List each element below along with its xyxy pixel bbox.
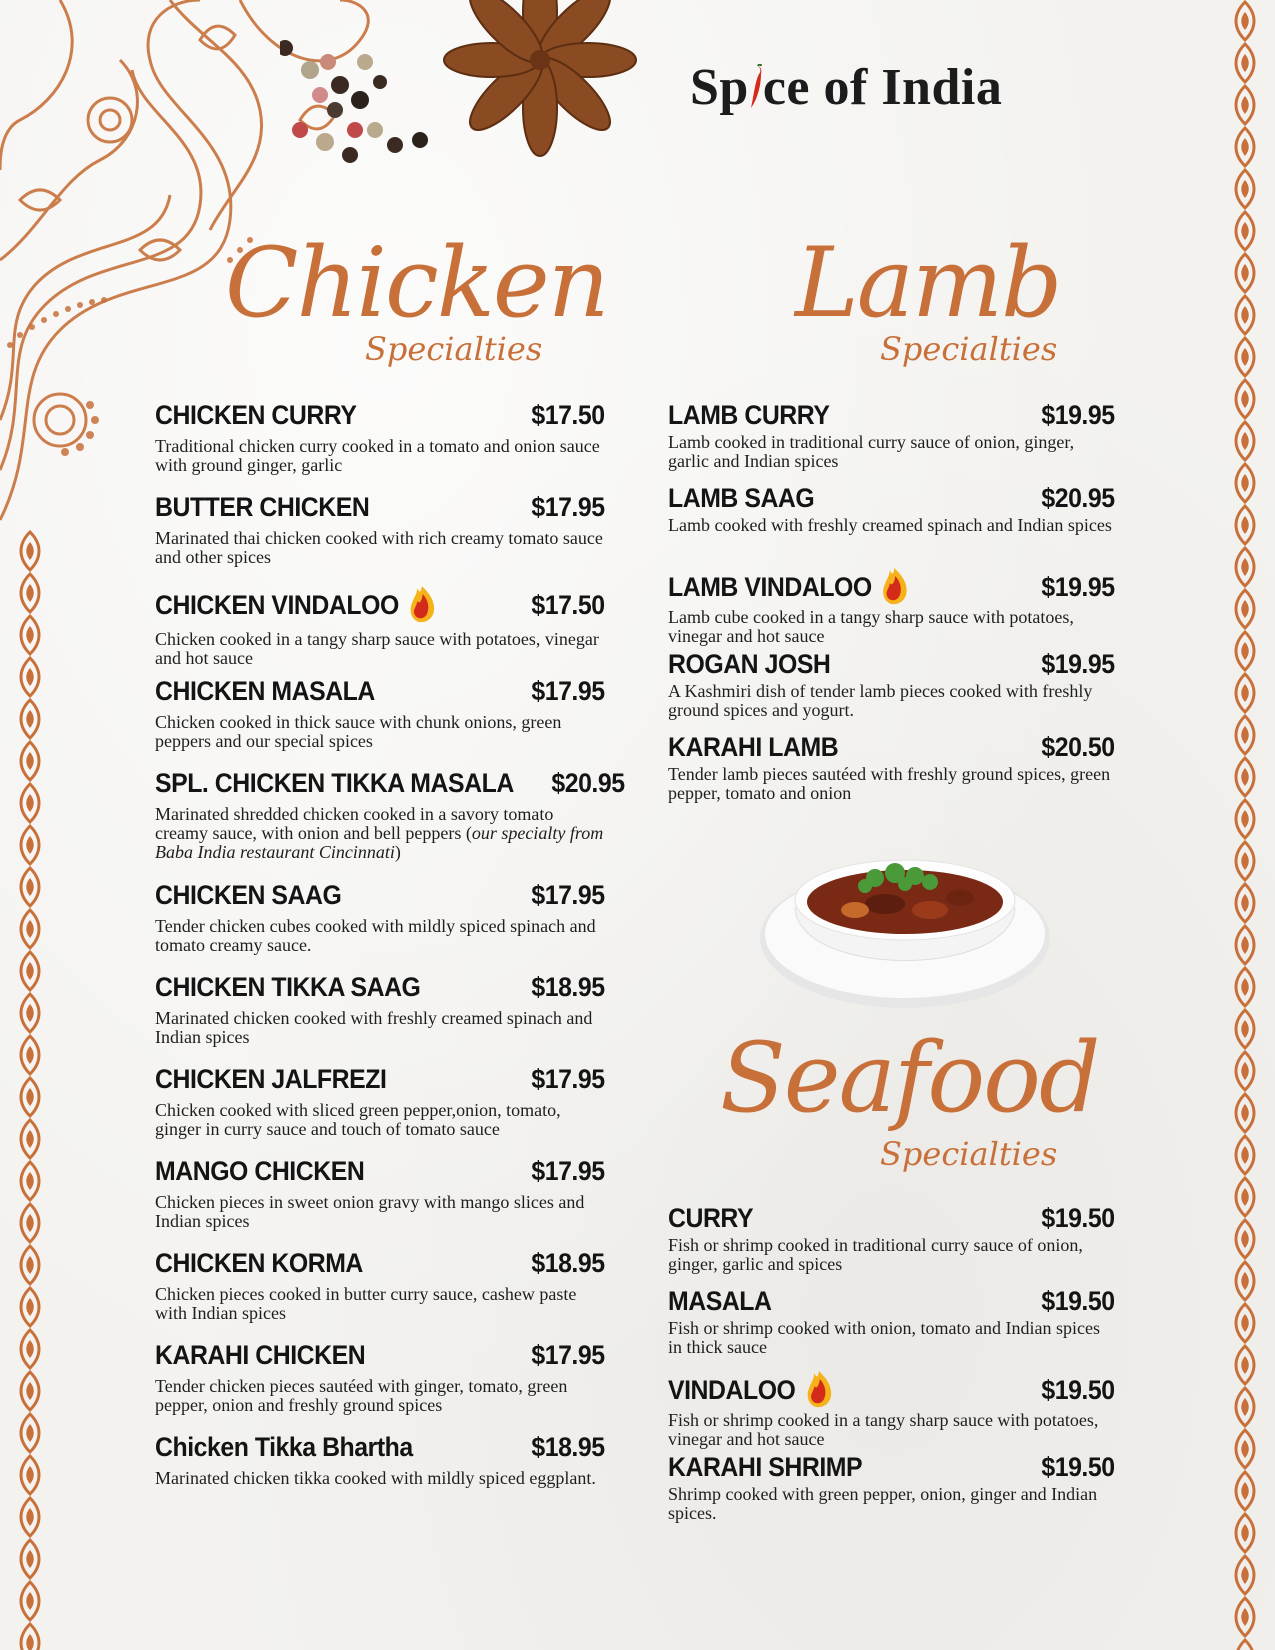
- item-name: CHICKEN JALFREZI: [155, 1064, 387, 1094]
- chili-flame-icon: [879, 566, 910, 606]
- item-name-text: LAMB VINDALOO: [668, 572, 872, 602]
- item-name: CHICKEN MASALA: [155, 676, 375, 706]
- chicken-section-title: [225, 227, 608, 385]
- item-description: Chicken pieces cooked in butter curry sauce, cashew paste with Indian spices: [155, 1284, 577, 1323]
- item-price: $17.95: [531, 880, 605, 910]
- item-price: $18.95: [531, 1248, 605, 1278]
- item-name: CHICKEN TIKKA SAAG: [155, 972, 421, 1002]
- item-name: CHICKEN SAAG: [155, 880, 342, 910]
- menu-item: [155, 400, 605, 475]
- item-price: $18.95: [531, 972, 605, 1002]
- item-price: $19.50: [1041, 1375, 1115, 1405]
- item-description: Lamb cooked with freshly creamed spinach and Indian spices: [668, 515, 1112, 535]
- menu-item: [668, 732, 1115, 803]
- item-description: Lamb cube cooked in a tangy sharp sauce with potatoes, vinegar and hot sauce: [668, 607, 1074, 646]
- brand-text-end: ce of India: [762, 59, 1003, 116]
- item-description: Tender lamb pieces sautéed with freshly ground spices, green pepper, tomato and onion: [668, 764, 1111, 803]
- menu-item: [155, 676, 605, 751]
- item-description: Chicken cooked in thick sauce with chunk onions, green peppers and our special spices: [155, 712, 562, 751]
- lamb-section-title: [795, 227, 1095, 385]
- item-description: Tender chicken cubes cooked with mildly spiced spinach and tomato creamy sauce.: [155, 916, 596, 955]
- brand-text-start: Sp: [690, 59, 749, 116]
- item-price: $20.95: [1041, 483, 1115, 513]
- menu-item: [155, 768, 625, 862]
- red-chili-icon: [749, 64, 763, 110]
- menu-item: [155, 584, 605, 668]
- item-price: $20.95: [551, 768, 625, 798]
- chicken-menu: [155, 400, 625, 1520]
- item-name: KARAHI LAMB: [668, 732, 839, 762]
- seafood-section-title: [720, 1022, 1099, 1180]
- menu-item: [668, 400, 1115, 471]
- seafood-subtitle: Specialties: [880, 1135, 1058, 1173]
- chicken-subtitle: Specialties: [365, 330, 543, 368]
- menu-item: [155, 1248, 605, 1323]
- chili-flame-icon: [803, 1369, 834, 1409]
- brand-logo: [690, 58, 1002, 117]
- item-name: CHICKEN CURRY: [155, 400, 357, 430]
- menu-item: [668, 483, 1115, 535]
- menu-item: [155, 972, 605, 1047]
- item-name-text: VINDALOO: [668, 1375, 796, 1405]
- item-price: $19.95: [1041, 572, 1115, 602]
- item-price: $19.95: [1041, 400, 1115, 430]
- item-price: $17.95: [531, 1064, 605, 1094]
- item-description: [155, 805, 605, 862]
- item-price: $17.95: [531, 676, 605, 706]
- item-price: $20.50: [1041, 732, 1115, 762]
- item-price: $18.95: [531, 1432, 605, 1462]
- item-description: Fish or shrimp cooked with onion, tomato and Indian spices in thick sauce: [668, 1318, 1100, 1357]
- menu-item: [668, 1369, 1115, 1449]
- chicken-title: Chicken: [225, 227, 608, 339]
- item-name: KARAHI SHRIMP: [668, 1452, 863, 1482]
- item-name: KARAHI CHICKEN: [155, 1340, 366, 1370]
- item-name: CURRY: [668, 1203, 754, 1233]
- menu-item: [668, 1286, 1115, 1357]
- item-description: Chicken cooked with sliced green pepper,onion, tomato, ginger in curry sauce and touch of tomato sauce: [155, 1100, 561, 1139]
- item-name: [668, 566, 910, 606]
- item-description: Marinated chicken cooked with freshly creamed spinach and Indian spices: [155, 1008, 593, 1047]
- item-price: $17.50: [531, 400, 605, 430]
- item-description: Chicken cooked in a tangy sharp sauce with potatoes, vinegar and hot sauce: [155, 629, 599, 668]
- item-description-text: Marinated shredded chicken cooked in a savory tomato creamy sauce, with onion and bell peppers (: [155, 804, 554, 843]
- item-name: Chicken Tikka Bhartha: [155, 1432, 413, 1462]
- menu-item: [668, 649, 1115, 720]
- item-name: [668, 1369, 834, 1409]
- item-description: Traditional chicken curry cooked in a tomato and onion sauce with ground ginger, garlic: [155, 436, 600, 475]
- menu-item: [155, 1432, 605, 1488]
- menu-item: [668, 1203, 1115, 1274]
- item-price: $19.50: [1041, 1452, 1115, 1482]
- item-description: Fish or shrimp cooked in traditional curry sauce of onion, ginger, garlic and spices: [668, 1235, 1083, 1274]
- item-price: $19.95: [1041, 649, 1115, 679]
- seafood-menu: [668, 1203, 1115, 1543]
- left-border-ornament: [0, 530, 60, 1650]
- item-description: Chicken pieces in sweet onion gravy with mango slices and Indian spices: [155, 1192, 585, 1231]
- menu-item: [155, 1064, 605, 1139]
- item-name: [155, 584, 437, 624]
- seafood-title: Seafood: [720, 1022, 1099, 1134]
- menu-item: [155, 1340, 605, 1415]
- menu-item: [155, 1156, 605, 1231]
- item-price: $19.50: [1041, 1286, 1115, 1316]
- item-description: Marinated thai chicken cooked with rich creamy tomato sauce and other spices: [155, 528, 603, 567]
- menu-item: [668, 566, 1115, 646]
- item-description: Fish or shrimp cooked in a tangy sharp sauce with potatoes, vinegar and hot sauce: [668, 1410, 1099, 1449]
- item-name: SPL. CHICKEN TIKKA MASALA: [155, 768, 514, 798]
- right-border-ornament: [1215, 0, 1275, 1650]
- item-name: CHICKEN KORMA: [155, 1248, 363, 1278]
- spices-image: [280, 0, 680, 175]
- item-description-italic: our specialty from Baba India restaurant Cincinnati: [155, 823, 604, 862]
- item-price: $17.95: [531, 1156, 605, 1186]
- item-description-end: ): [394, 842, 401, 862]
- item-price: $19.50: [1041, 1203, 1115, 1233]
- item-name: MASALA: [668, 1286, 772, 1316]
- item-description: Tender chicken pieces sautéed with ginger, tomato, green pepper, onion and freshly ground spices: [155, 1376, 568, 1415]
- menu-item: [155, 880, 605, 955]
- item-name: MANGO CHICKEN: [155, 1156, 365, 1186]
- item-description: Marinated chicken tikka cooked with mildly spiced eggplant.: [155, 1468, 596, 1488]
- item-description: A Kashmiri dish of tender lamb pieces cooked with freshly ground spices and yogurt.: [668, 681, 1093, 720]
- item-name: LAMB CURRY: [668, 400, 830, 430]
- curry-dish-image: [755, 838, 1055, 1018]
- item-description: Lamb cooked in traditional curry sauce of onion, ginger, garlic and Indian spices: [668, 432, 1075, 471]
- item-name-text: CHICKEN VINDALOO: [155, 590, 399, 620]
- lamb-menu: [668, 400, 1115, 820]
- item-name: LAMB SAAG: [668, 483, 815, 513]
- menu-item: [155, 492, 605, 567]
- lamb-title: Lamb: [795, 227, 1061, 339]
- item-price: $17.50: [531, 590, 605, 620]
- item-price: $17.95: [531, 492, 605, 522]
- lamb-subtitle: Specialties: [880, 330, 1058, 368]
- item-price: $17.95: [531, 1340, 605, 1370]
- item-name: ROGAN JOSH: [668, 649, 831, 679]
- menu-item: [668, 1452, 1115, 1523]
- item-name: BUTTER CHICKEN: [155, 492, 370, 522]
- item-description: Shrimp cooked with green pepper, onion, ginger and Indian spices.: [668, 1484, 1098, 1523]
- chili-flame-icon: [406, 584, 437, 624]
